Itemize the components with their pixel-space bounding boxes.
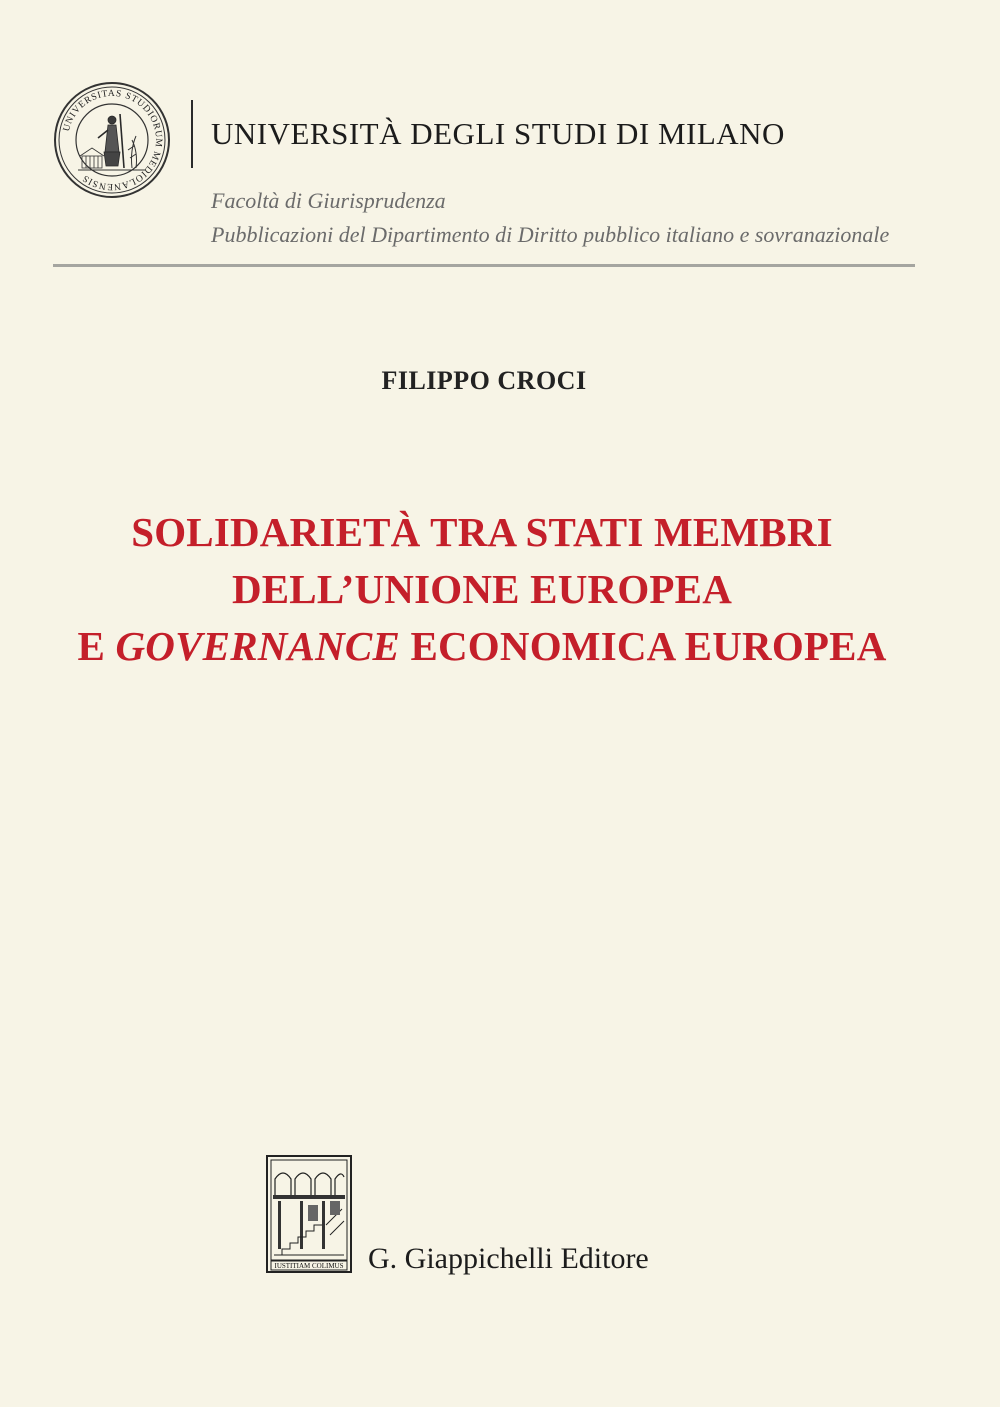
header-vertical-divider: [191, 100, 193, 168]
series-name: Pubblicazioni del Dipartimento di Diritto pubblico italiano e sovranazionale: [211, 222, 890, 247]
faculty-name: Facoltà di Giurisprudenza: [211, 188, 446, 213]
publisher-name: G. Giappichelli Editore: [368, 1242, 649, 1275]
university-name: UNIVERSITÀ DEGLI STUDI DI MILANO: [211, 116, 785, 151]
author-name: FILIPPO CROCI: [381, 366, 587, 395]
title-line-2: DELL’UNIONE EUROPEA: [231, 566, 733, 612]
publisher-logo: [266, 1155, 352, 1273]
title-line-3-prefix: E: [77, 623, 116, 669]
title-line-3-suffix: ECONOMICA EUROPEA: [400, 623, 887, 669]
header-rule: [53, 264, 915, 267]
university-seal-logo: [52, 80, 172, 200]
title-line-3: [0, 618, 964, 675]
book-title: [0, 504, 964, 675]
publisher-motto: IUSTITIAM COLIMUS: [274, 1262, 344, 1270]
seal-motto-text: UNIVERSITAS STUDIORUM MEDIOLANENSIS: [61, 88, 164, 192]
title-italic-word: GOVERNANCE: [115, 623, 400, 669]
title-line-1: SOLIDARIETÀ TRA STATI MEMBRI: [131, 509, 833, 555]
